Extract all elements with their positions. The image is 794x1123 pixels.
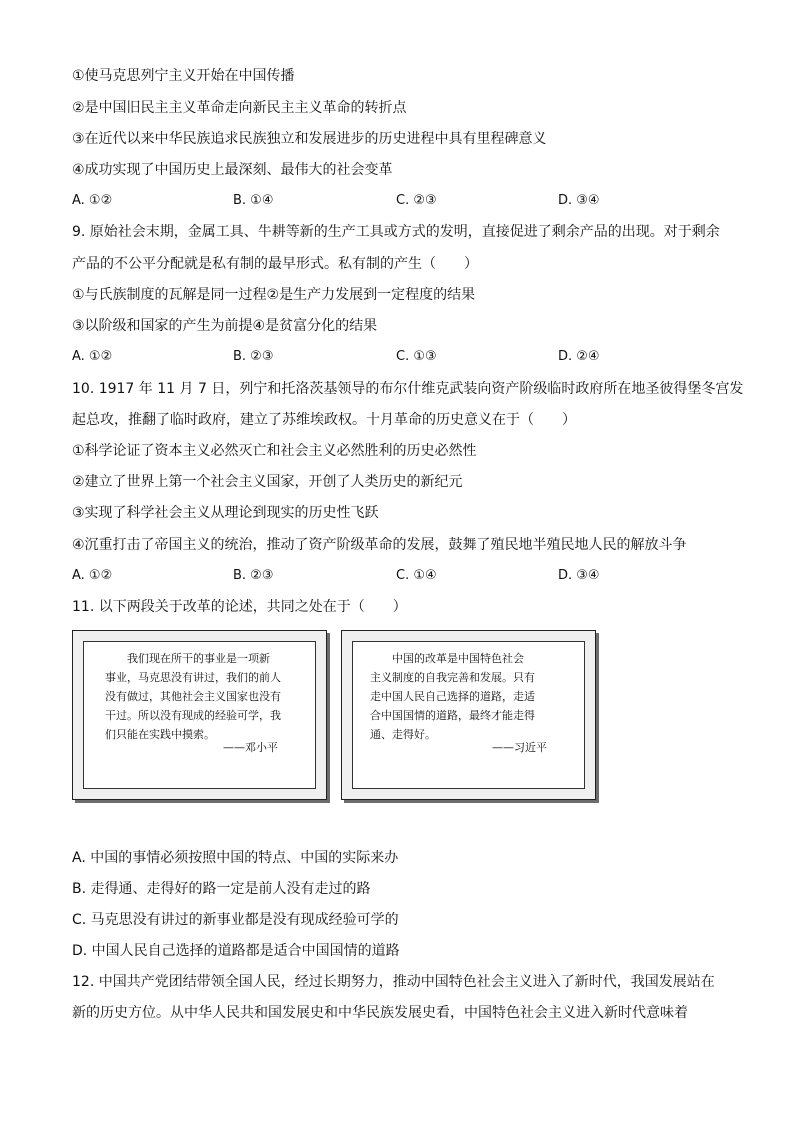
q10-stem-line-2: 起总攻，推翻了临时政府，建立了苏维埃政权。十月革命的历史意义在于（ ）: [72, 412, 576, 428]
q10-option-d[interactable]: D. ③④: [558, 568, 600, 583]
q9-option-c[interactable]: C. ①③: [396, 349, 437, 364]
q11-option-d[interactable]: D. 中国人民自己选择的道路都是适合中国国情的道路: [72, 943, 400, 959]
q10-option-c[interactable]: C. ①④: [396, 568, 437, 583]
q11-option-b[interactable]: B. 走得通、走得好的路一定是前人没有走过的路: [72, 881, 371, 897]
q8-statement-2: ②是中国旧民主主义革命走向新民主主义革命的转折点: [72, 100, 407, 116]
q10-statement-1: ①科学论证了资本主义必然灭亡和社会主义必然胜利的历史必然性: [72, 443, 477, 459]
q10-statement-2: ②建立了世界上第一个社会主义国家，开创了人类历史的新纪元: [72, 474, 463, 490]
q8-statement-4: ④成功实现了中国历史上最深刻、最伟大的社会变革: [72, 162, 393, 178]
quote-author-deng-xiaoping: ——邓小平: [223, 741, 278, 754]
q11-stem: 11. 以下两段关于改革的论述，共同之处在于（ ）: [72, 599, 407, 615]
q10-statement-3: ③实现了科学社会主义从理论到现实的历史性飞跃: [72, 505, 379, 521]
q9-stem-line-1: 9. 原始社会末期，金属工具、牛耕等新的生产工具或方式的发明，直接促进了剩余产品的出现。对于剩余: [72, 224, 720, 240]
q9-stem-line-2: 产品的不公平分配就是私有制的最早形式。私有制的产生（ ）: [72, 256, 478, 272]
q12-stem-line-2: 新的历史方位。从中华人民共和国发展史和中华民族发展史看，中国特色社会主义进入新时代意味着: [72, 1005, 688, 1021]
q8-option-b[interactable]: B. ①④: [233, 193, 274, 208]
quote-text-xi-jinping: 中国的改革是中国特色社会 主义制度的自我完善和发展。只有 走中国人民自己选择的道路，走适 合中国国情的道路，最终才能走得 通、走得好。: [370, 652, 535, 741]
q8-statement-3: ③在近代以来中华民族追求民族独立和发展进步的历史进程中具有里程碑意义: [72, 131, 547, 147]
quote-author-xi-jinping: ——习近平: [492, 741, 547, 754]
q9-option-a[interactable]: A. ①②: [72, 349, 113, 364]
quote-text-deng-xiaoping: 我们现在所干的事业是一项新 事业，马克思没有讲过，我们的前人 没有做过，其他社会主义国家也没有 干过。所以没有现成的经验可学，我 们只能在实践中摸索。: [105, 652, 281, 741]
q9-statement-2: ③以阶级和国家的产生为前提④是贫富分化的结果: [72, 318, 378, 334]
q11-option-c[interactable]: C. 马克思没有讲过的新事业都是没有现成经验可学的: [72, 912, 399, 928]
q8-option-a[interactable]: A. ①②: [72, 193, 113, 208]
q9-option-d[interactable]: D. ②④: [558, 349, 600, 364]
q10-option-b[interactable]: B. ②③: [233, 568, 274, 583]
q10-option-a[interactable]: A. ①②: [72, 568, 113, 583]
q11-option-a[interactable]: A. 中国的事情必须按照中国的特点、中国的实际来办: [72, 850, 399, 866]
quote-box-xi-jinping: [341, 630, 596, 800]
q10-stem-line-1: 10. 1917 年 11 月 7 日，列宁和托洛茨基领导的布尔什维克武装向资产阶级临时政府所在地圣彼得堡冬宫发: [72, 381, 744, 397]
q8-option-d[interactable]: D. ③④: [558, 193, 600, 208]
q9-option-b[interactable]: B. ②③: [233, 349, 274, 364]
q10-statement-4: ④沉重打击了帝国主义的统治，推动了资产阶级革命的发展，鼓舞了殖民地半殖民地人民的解放斗争: [72, 537, 687, 553]
q12-stem-line-1: 12. 中国共产党团结带领全国人民，经过长期努力，推动中国特色社会主义进入了新时代，我国发展站在: [72, 974, 715, 990]
q9-statement-1: ①与氏族制度的瓦解是同一过程②是生产力发展到一定程度的结果: [72, 287, 476, 303]
q8-statement-1: ①使马克思列宁主义开始在中国传播: [72, 68, 295, 84]
quote-box-deng-xiaoping: [72, 630, 327, 800]
q8-option-c[interactable]: C. ②③: [396, 193, 437, 208]
